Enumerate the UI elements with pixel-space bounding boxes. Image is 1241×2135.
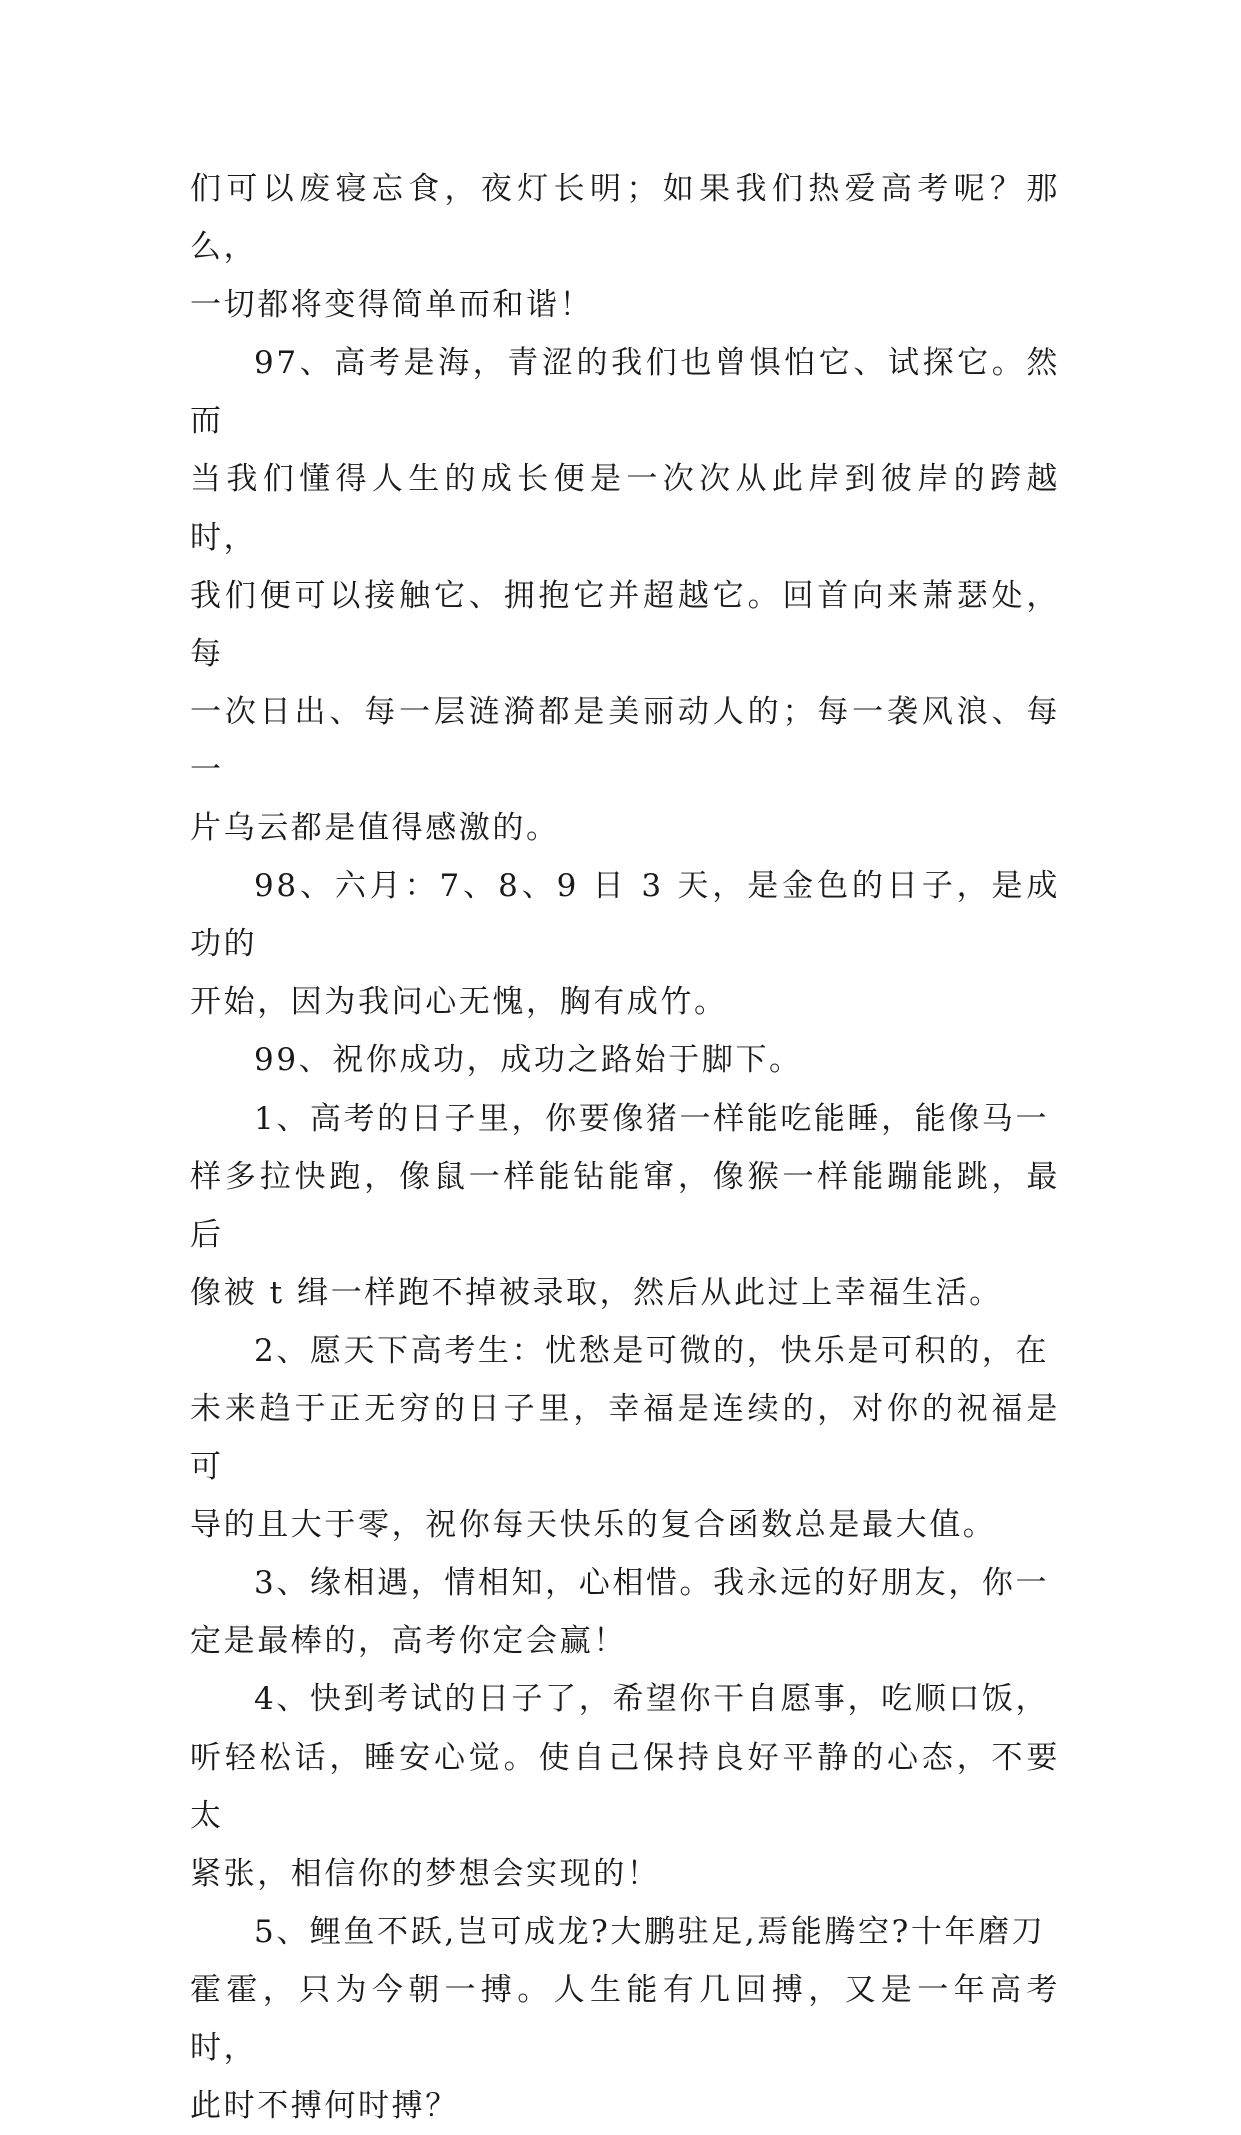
paragraph-1: 们可以废寝忘食，夜灯长明；如果我们热爱高考呢？那么， 一切都将变得简单而和谐！ [190, 171, 1060, 324]
paragraph-item-5: 5、鲤鱼不跃,岂可成龙?大鹏驻足,焉能腾空?十年磨刀 霍霍，只为今朝一搏。人生能有几回搏，又是一年高考时， 此时不搏何时搏？ [190, 1913, 1060, 2125]
paragraph-98: 98、六月：7、8、9 日 3 天，是金色的日子，是成功的 开始，因为我问心无愧，胸有成竹。 [190, 868, 1060, 1021]
paragraph-item-2: 2、愿天下高考生：忧愁是可微的，快乐是可积的，在 未来趋于正无穷的日子里，幸福是连续的，对你的祝福是可 导的且大于零，祝你每天快乐的复合函数总是最大值。 [190, 1332, 1060, 1544]
paragraph-item-1: 1、高考的日子里，你要像猪一样能吃能睡，能像马一 样多拉快跑，像鼠一样能钻能窜，像猴一样能蹦能跳，最后 像被 t 缉一样跑不掉被录取，然后从此过上幸福生活。 [190, 1100, 1060, 1311]
document-body [190, 160, 1060, 2135]
paragraph-item-3: 3、缘相遇，情相知，心相惜。我永远的好朋友，你一 定是最棒的，高考你定会赢！ [190, 1565, 1050, 1660]
paragraph-99: 99、祝你成功，成功之路始于脚下。 [254, 1042, 803, 1079]
paragraph-item-4: 4、快到考试的日子了，希望你干自愿事，吃顺口饭， 听轻松话，睡安心觉。使自己保持良好平静的心态，不要太 紧张，相信你的梦想会实现的！ [190, 1681, 1060, 1892]
paragraph-97: 97、高考是海，青涩的我们也曾惧怕它、试探它。然而 当我们懂得人生的成长便是一次次从此岸到彼岸的跨越时， 我们便可以接触它、拥抱它并超越它。回首向来萧瑟处，每 一次日出、每一层涟漪都是美丽动人的；每一袭风浪、每一 片乌云都是值得感激的。 [190, 345, 1060, 847]
